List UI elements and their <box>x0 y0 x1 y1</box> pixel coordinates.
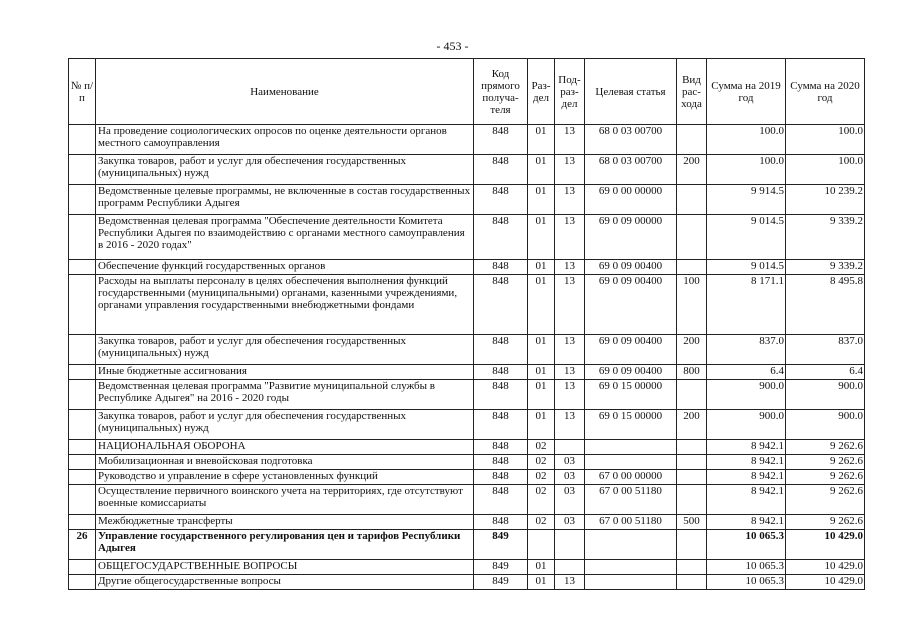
row-sum-2020: 10 429.0 <box>786 530 865 560</box>
row-code: 848 <box>474 440 528 455</box>
row-number <box>69 410 96 440</box>
row-code: 848 <box>474 185 528 215</box>
row-expense <box>677 185 707 215</box>
row-subsection: 03 <box>555 485 585 515</box>
row-section: 02 <box>528 440 555 455</box>
row-article: 69 0 09 00400 <box>585 260 677 275</box>
row-expense: 500 <box>677 515 707 530</box>
row-article <box>585 560 677 575</box>
row-expense <box>677 380 707 410</box>
row-sum-2019: 9 014.5 <box>707 260 786 275</box>
row-code: 848 <box>474 275 528 335</box>
row-sum-2020: 900.0 <box>786 410 865 440</box>
row-sum-2019: 8 942.1 <box>707 485 786 515</box>
row-expense: 800 <box>677 365 707 380</box>
row-sum-2020: 6.4 <box>786 365 865 380</box>
row-code: 849 <box>474 530 528 560</box>
row-article <box>585 455 677 470</box>
header-article: Целевая статья <box>585 59 677 125</box>
row-sum-2019: 10 065.3 <box>707 560 786 575</box>
row-section: 01 <box>528 560 555 575</box>
row-article: 68 0 03 00700 <box>585 125 677 155</box>
row-number <box>69 440 96 455</box>
row-sum-2019: 10 065.3 <box>707 575 786 590</box>
row-code: 848 <box>474 365 528 380</box>
row-expense <box>677 215 707 260</box>
header-code: Код прямого получа-теля <box>474 59 528 125</box>
row-section: 01 <box>528 575 555 590</box>
header-sum-2019: Сумма на 2019 год <box>707 59 786 125</box>
row-article: 69 0 15 00000 <box>585 410 677 440</box>
row-code: 848 <box>474 215 528 260</box>
row-expense <box>677 125 707 155</box>
row-subsection: 13 <box>555 125 585 155</box>
header-name: Наименование <box>96 59 474 125</box>
row-number <box>69 125 96 155</box>
row-sum-2020: 9 339.2 <box>786 215 865 260</box>
row-subsection: 13 <box>555 215 585 260</box>
row-subsection: 13 <box>555 380 585 410</box>
row-section: 01 <box>528 335 555 365</box>
row-section: 01 <box>528 215 555 260</box>
table-row <box>69 530 865 560</box>
row-code: 848 <box>474 380 528 410</box>
row-sum-2019: 8 942.1 <box>707 515 786 530</box>
row-sum-2020: 10 239.2 <box>786 185 865 215</box>
row-sum-2019: 8 942.1 <box>707 455 786 470</box>
table-header-row <box>69 59 865 125</box>
row-section: 02 <box>528 455 555 470</box>
row-name: Руководство и управление в сфере установленных функций <box>96 470 474 485</box>
row-sum-2019: 6.4 <box>707 365 786 380</box>
row-section <box>528 530 555 560</box>
row-expense <box>677 560 707 575</box>
row-number: 26 <box>69 530 96 560</box>
table-row <box>69 560 865 575</box>
row-sum-2019: 8 171.1 <box>707 275 786 335</box>
table-row <box>69 485 865 515</box>
page-number: - 453 - <box>436 39 469 53</box>
row-code: 848 <box>474 410 528 440</box>
table-row <box>69 260 865 275</box>
row-name: Мобилизационная и вневойсковая подготовка <box>96 455 474 470</box>
row-section: 02 <box>528 485 555 515</box>
row-subsection: 13 <box>555 365 585 380</box>
row-number <box>69 485 96 515</box>
row-article <box>585 530 677 560</box>
row-expense <box>677 455 707 470</box>
row-name: На проведение социологических опросов по оценке деятельности органов местного самоуправления <box>96 125 474 155</box>
table-row <box>69 335 865 365</box>
row-article: 69 0 00 00000 <box>585 185 677 215</box>
row-number <box>69 155 96 185</box>
row-subsection: 03 <box>555 455 585 470</box>
row-expense <box>677 440 707 455</box>
row-name: НАЦИОНАЛЬНАЯ ОБОРОНА <box>96 440 474 455</box>
table-row <box>69 365 865 380</box>
row-number <box>69 215 96 260</box>
row-name: Ведомственная целевая программа "Развитие муниципальной службы в Республике Адыгея" на 2016 - 2020 годы <box>96 380 474 410</box>
row-name: Другие общегосударственные вопросы <box>96 575 474 590</box>
header-section: Раз-дел <box>528 59 555 125</box>
row-number <box>69 365 96 380</box>
row-expense: 200 <box>677 155 707 185</box>
row-subsection: 03 <box>555 470 585 485</box>
row-article: 67 0 00 51180 <box>585 485 677 515</box>
row-subsection <box>555 560 585 575</box>
row-code: 848 <box>474 155 528 185</box>
row-subsection: 13 <box>555 185 585 215</box>
table-row <box>69 125 865 155</box>
table-row <box>69 185 865 215</box>
row-sum-2019: 900.0 <box>707 410 786 440</box>
table-row <box>69 455 865 470</box>
row-subsection <box>555 530 585 560</box>
row-name: Ведомственная целевая программа "Обеспечение деятельности Комитета Республики Адыгея по взаимодействию с органами местного самоуправления в 2016 - 2020 годах" <box>96 215 474 260</box>
row-expense <box>677 485 707 515</box>
row-name: Ведомственные целевые программы, не включенные в состав государственных программ Республики Адыгея <box>96 185 474 215</box>
row-expense <box>677 260 707 275</box>
row-name: Закупка товаров, работ и услуг для обеспечения государственных (муниципальных) нужд <box>96 335 474 365</box>
table-row <box>69 515 865 530</box>
row-code: 849 <box>474 575 528 590</box>
row-article: 69 0 09 00400 <box>585 275 677 335</box>
row-number <box>69 185 96 215</box>
header-num: № п/п <box>69 59 96 125</box>
row-sum-2019: 10 065.3 <box>707 530 786 560</box>
table-row <box>69 275 865 335</box>
row-name: ОБЩЕГОСУДАРСТВЕННЫЕ ВОПРОСЫ <box>96 560 474 575</box>
table-row <box>69 155 865 185</box>
table-row <box>69 380 865 410</box>
row-sum-2020: 9 339.2 <box>786 260 865 275</box>
table-row <box>69 470 865 485</box>
row-expense: 200 <box>677 410 707 440</box>
row-sum-2020: 9 262.6 <box>786 440 865 455</box>
row-sum-2020: 8 495.8 <box>786 275 865 335</box>
row-name: Закупка товаров, работ и услуг для обеспечения государственных (муниципальных) нужд <box>96 155 474 185</box>
row-sum-2020: 837.0 <box>786 335 865 365</box>
row-code: 848 <box>474 335 528 365</box>
row-number <box>69 455 96 470</box>
row-name: Осуществление первичного воинского учета на территориях, где отсутствуют военные комиссариаты <box>96 485 474 515</box>
row-sum-2019: 100.0 <box>707 125 786 155</box>
row-expense: 100 <box>677 275 707 335</box>
row-expense: 200 <box>677 335 707 365</box>
row-sum-2020: 9 262.6 <box>786 515 865 530</box>
row-article: 69 0 09 00000 <box>585 215 677 260</box>
row-subsection: 03 <box>555 515 585 530</box>
table-row <box>69 215 865 260</box>
row-name: Межбюджетные трансферты <box>96 515 474 530</box>
header-sum-2020: Сумма на 2020 год <box>786 59 865 125</box>
row-sum-2020: 900.0 <box>786 380 865 410</box>
row-section: 01 <box>528 125 555 155</box>
row-section: 01 <box>528 365 555 380</box>
row-sum-2020: 100.0 <box>786 155 865 185</box>
row-sum-2019: 8 942.1 <box>707 470 786 485</box>
row-subsection: 13 <box>555 410 585 440</box>
row-expense <box>677 530 707 560</box>
row-code: 848 <box>474 260 528 275</box>
row-section: 01 <box>528 260 555 275</box>
row-sum-2019: 8 942.1 <box>707 440 786 455</box>
table-body <box>69 125 865 590</box>
row-sum-2020: 10 429.0 <box>786 575 865 590</box>
row-subsection: 13 <box>555 260 585 275</box>
row-subsection: 13 <box>555 155 585 185</box>
row-code: 848 <box>474 455 528 470</box>
row-name: Управление государственного регулирования цен и тарифов Республики Адыгея <box>96 530 474 560</box>
row-number <box>69 575 96 590</box>
row-sum-2020: 10 429.0 <box>786 560 865 575</box>
row-number <box>69 560 96 575</box>
row-article: 69 0 09 00400 <box>585 335 677 365</box>
budget-table <box>68 58 865 590</box>
row-number <box>69 275 96 335</box>
row-sum-2020: 100.0 <box>786 125 865 155</box>
row-sum-2020: 9 262.6 <box>786 455 865 470</box>
table-row <box>69 575 865 590</box>
header-subsection: Под-раз-дел <box>555 59 585 125</box>
row-name: Расходы на выплаты персоналу в целях обеспечения выполнения функций государственными (муниципальными) органами, казенными учреждениями, органами управления государственными внебюджетными фондами <box>96 275 474 335</box>
row-subsection: 13 <box>555 275 585 335</box>
row-subsection: 13 <box>555 575 585 590</box>
row-number <box>69 515 96 530</box>
row-article: 69 0 15 00000 <box>585 380 677 410</box>
row-article <box>585 575 677 590</box>
row-subsection: 13 <box>555 335 585 365</box>
row-code: 848 <box>474 485 528 515</box>
row-sum-2020: 9 262.6 <box>786 485 865 515</box>
row-article: 69 0 09 00400 <box>585 365 677 380</box>
row-number <box>69 470 96 485</box>
row-expense <box>677 470 707 485</box>
row-code: 848 <box>474 515 528 530</box>
row-code: 849 <box>474 560 528 575</box>
row-section: 01 <box>528 410 555 440</box>
row-subsection <box>555 440 585 455</box>
row-sum-2019: 9 014.5 <box>707 215 786 260</box>
row-article: 67 0 00 00000 <box>585 470 677 485</box>
row-article: 68 0 03 00700 <box>585 155 677 185</box>
row-number <box>69 260 96 275</box>
row-name: Закупка товаров, работ и услуг для обеспечения государственных (муниципальных) нужд <box>96 410 474 440</box>
table-row <box>69 440 865 455</box>
row-section: 01 <box>528 185 555 215</box>
row-section: 02 <box>528 470 555 485</box>
header-expense: Вид рас-хода <box>677 59 707 125</box>
row-number <box>69 380 96 410</box>
row-number <box>69 335 96 365</box>
table-row <box>69 410 865 440</box>
row-sum-2020: 9 262.6 <box>786 470 865 485</box>
row-name: Обеспечение функций государственных органов <box>96 260 474 275</box>
row-expense <box>677 575 707 590</box>
row-section: 01 <box>528 380 555 410</box>
row-section: 02 <box>528 515 555 530</box>
row-section: 01 <box>528 155 555 185</box>
row-article: 67 0 00 51180 <box>585 515 677 530</box>
row-sum-2019: 9 914.5 <box>707 185 786 215</box>
row-name: Иные бюджетные ассигнования <box>96 365 474 380</box>
row-sum-2019: 837.0 <box>707 335 786 365</box>
row-sum-2019: 100.0 <box>707 155 786 185</box>
row-section: 01 <box>528 275 555 335</box>
row-code: 848 <box>474 470 528 485</box>
row-code: 848 <box>474 125 528 155</box>
row-article <box>585 440 677 455</box>
row-sum-2019: 900.0 <box>707 380 786 410</box>
